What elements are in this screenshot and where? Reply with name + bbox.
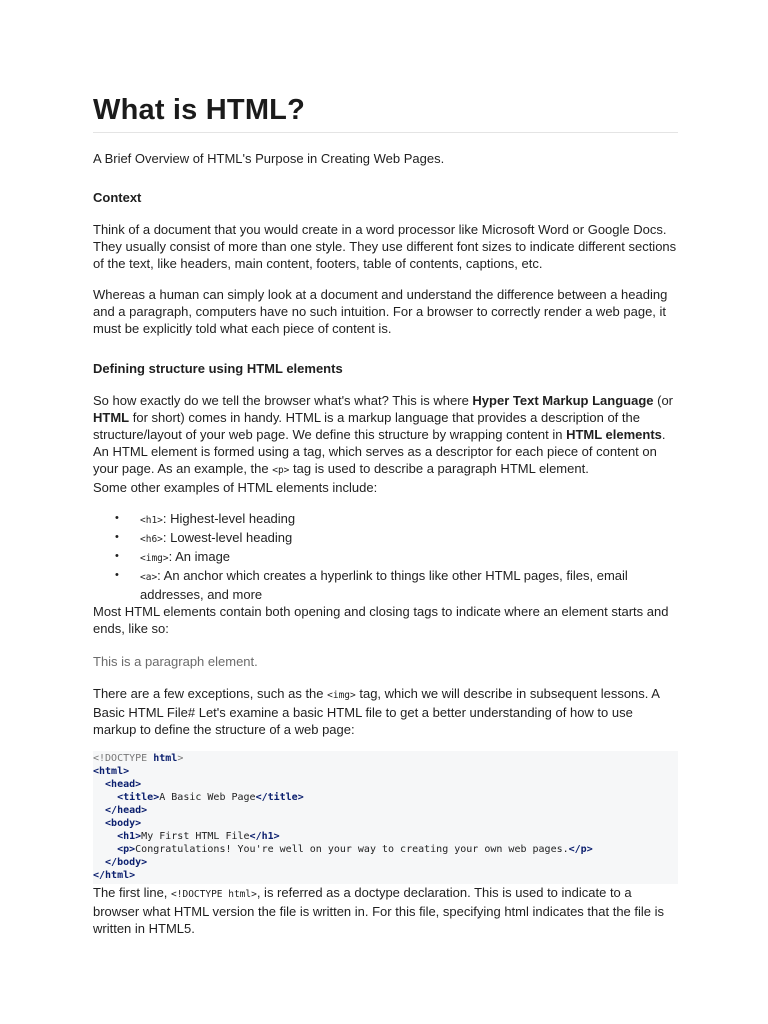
structure-paragraph-5: There are a few exceptions, such as the <img> tag, which we will describe in subsequent lessons. A Basic HTML File# Let's examine a basic HTML file to get a better understanding of how to use markup to define the structure of a web page: (93, 686, 660, 737)
list-item: • <h1>: Highest-level heading (115, 511, 296, 526)
code-line: <p>Congratulations! You're well on your way to creating your own web pages.</p> (93, 844, 593, 855)
example-paragraph: This is a paragraph element. (93, 654, 258, 669)
structure-paragraph-6: The first line, <!DOCTYPE html>, is referred as a doctype declaration. This is used to indicate to a browser what HTML version the file is written in. For this file, specifying html indicates that the file is written in HTML5. (93, 885, 665, 936)
code-line: <html> (93, 766, 130, 777)
bullet-icon: • (115, 531, 119, 543)
list-item: • <h6>: Lowest-level heading (115, 530, 293, 545)
inline-code: <h1> (140, 515, 163, 526)
page-title: What is HTML? (93, 94, 306, 126)
bullet-icon: • (115, 569, 119, 581)
list-item: • <a>: An anchor which creates a hyperlink to things like other HTML pages, files, email addresses, and more (115, 568, 628, 602)
bullet-icon: • (115, 512, 119, 524)
elements-list (93, 510, 678, 603)
inline-code: <img> (327, 690, 356, 701)
code-line: </head> (93, 805, 148, 816)
structure-paragraph-2: An HTML element is formed using a tag, which serves as a descriptor for each piece of content on your page. As an example, the <p> tag is used to describe a paragraph HTML element. (93, 444, 657, 476)
code-line: <head> (93, 779, 142, 790)
inline-code: <a> (140, 572, 158, 583)
code-line: <!DOCTYPE html> (93, 753, 184, 764)
context-paragraph-2: Whereas a human can simply look at a document and understand the difference between a heading and a paragraph, computers have no such intuition. For a browser to correctly render a web page, it must be explicitly told what each piece of content is. (93, 287, 668, 336)
title-divider (93, 132, 678, 133)
subtitle: A Brief Overview of HTML's Purpose in Creating Web Pages. (93, 151, 445, 166)
inline-code: <!DOCTYPE html> (171, 889, 257, 900)
inline-code: <p> (272, 465, 290, 476)
structure-heading: Defining structure using HTML elements (93, 361, 343, 376)
code-block[interactable] (93, 751, 678, 884)
structure-paragraph-1: So how exactly do we tell the browser what's what? This is where Hyper Text Markup Language (or HTML for short) comes in handy. HTML is a markup language that provides a description of the structure/layout of your web page. We define this structure by wrapping content in HTML elements. (93, 393, 673, 442)
context-paragraph-1: Think of a document that you would create in a word processor like Microsoft Word or Google Docs. They usually consist of more than one style. They use different font sizes to indicate different sections of the text, like headers, main content, footers, table of contents, captions, etc. (93, 222, 677, 271)
code-line: <body> (93, 818, 142, 829)
bullet-icon: • (115, 550, 119, 562)
inline-code: <h6> (140, 534, 163, 545)
inline-code: <img> (140, 553, 169, 564)
code-line: </html> (93, 870, 136, 881)
code-line: <h1>My First HTML File</h1> (93, 831, 280, 842)
structure-paragraph-3: Some other examples of HTML elements include: (93, 480, 378, 495)
article (93, 92, 678, 937)
structure-paragraph-4: Most HTML elements contain both opening and closing tags to indicate where an element starts and ends, like so: (93, 604, 669, 636)
code-line: </body> (93, 857, 148, 868)
code-line: <title>A Basic Web Page</title> (93, 792, 304, 803)
list-item: • <img>: An image (115, 549, 231, 564)
context-heading: Context (93, 190, 142, 205)
